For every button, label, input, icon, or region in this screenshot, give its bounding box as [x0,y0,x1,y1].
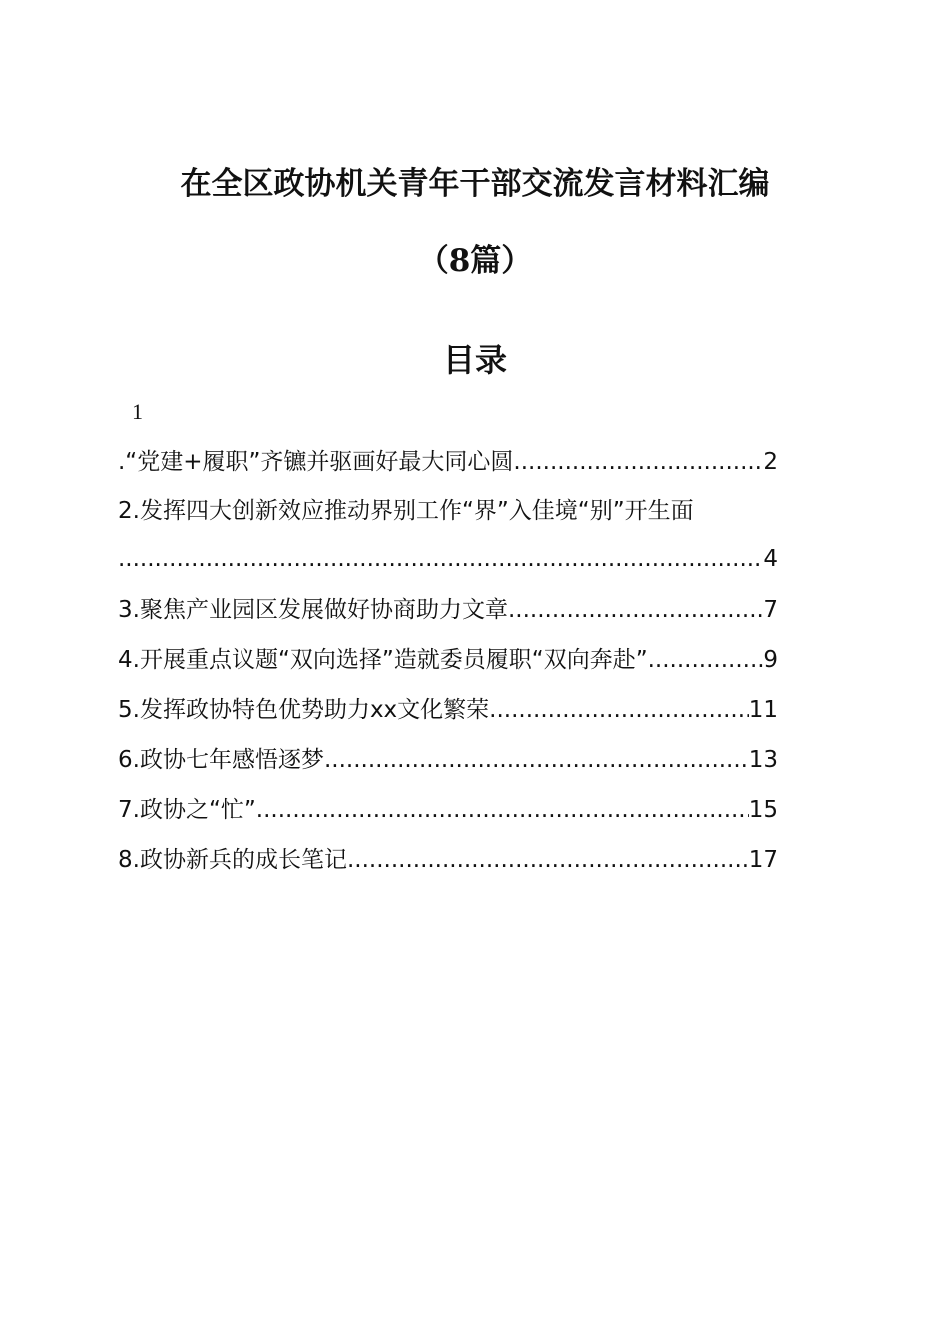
toc-entry-page: 17 [748,847,778,873]
toc-dot-leader [324,744,749,776]
toc-dot-leader [513,446,763,478]
toc-entry-page: 4 [763,546,778,572]
stray-number: 1 [132,399,143,424]
toc-entry-1[interactable] [118,444,778,478]
toc-entry-page: 15 [748,797,778,823]
toc-dot-leader [118,543,763,575]
toc-entry-4[interactable] [118,642,778,676]
toc-entry-label: 7.政协之“忙” [118,797,256,823]
toc-heading: 目录 [442,341,507,379]
toc-dot-leader [256,794,749,826]
document-subtitle-count: （8篇） [417,243,533,279]
toc-entry-label: 5.发挥政协特色优势助力xx文化繁荣 [118,697,490,723]
toc-entry-2-label[interactable]: 2.发挥四大创新效应推动界别工作“界”入佳境“别”开生面 [118,498,694,524]
toc-dot-leader [648,644,764,676]
toc-entry-label: .“党建+履职”齐镳并驱画好最大同心圆 [118,449,514,475]
toc-dot-leader [489,694,749,726]
toc-entry-label: 8.政协新兵的成长笔记 [118,847,347,873]
toc-entry-5[interactable] [118,692,778,726]
toc-entry-6[interactable] [118,742,778,776]
toc-entry-page: 9 [763,647,778,673]
toc-dot-leader [508,594,763,626]
toc-entry-8[interactable] [118,842,778,876]
toc-entry-7[interactable] [118,792,778,826]
toc-entry-3[interactable] [118,592,778,626]
toc-entry-label: 4.开展重点议题“双向选择”造就委员履职“双向奔赴” [118,647,648,673]
toc-entry-label: 6.政协七年感悟逐梦 [118,747,324,773]
toc-dot-leader [347,844,749,876]
toc-entry-page: 2 [763,449,778,475]
toc-entry-page: 13 [748,747,778,773]
toc-entry-2[interactable] [118,541,778,575]
toc-entry-page: 7 [763,597,778,623]
toc-entry-page: 11 [748,697,778,723]
document-title: 在全区政协机关青年干部交流发言材料汇编 [180,166,770,202]
toc-entry-label: 3.聚焦产业园区发展做好协商助力文章 [118,597,508,623]
